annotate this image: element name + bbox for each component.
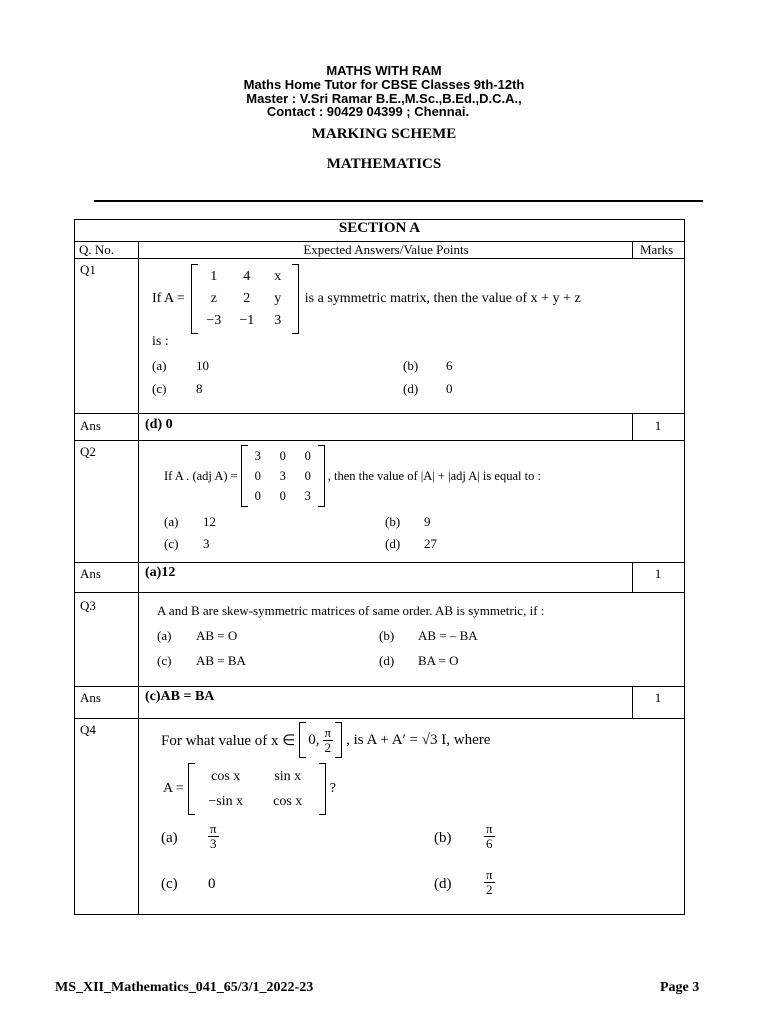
option-tag: (c) xyxy=(152,381,167,396)
subject-title: MATHEMATICS xyxy=(326,156,442,172)
option-value: AB = O xyxy=(196,628,238,643)
row-line xyxy=(74,258,685,259)
matrix-entry: −sin x xyxy=(208,793,244,809)
page-title: MARKING SCHEME xyxy=(311,126,457,142)
option-tag: (b) xyxy=(434,830,452,846)
answer-value: (d) 0 xyxy=(145,417,173,432)
section-title: SECTION A xyxy=(338,220,421,236)
matrix-entry: 3 xyxy=(254,448,261,463)
option-value: 0 xyxy=(208,876,216,892)
q2-statement xyxy=(164,445,541,507)
matrix-entry: 4 xyxy=(243,269,251,284)
marks-divider xyxy=(632,241,633,258)
matrix-entry: 1 xyxy=(210,269,218,284)
interval-end-fraction xyxy=(323,726,334,755)
matrix-entry: x xyxy=(274,269,282,284)
interval-start: 0, xyxy=(308,731,320,748)
interval-bracket-left xyxy=(299,722,306,758)
question-id: Q4 xyxy=(80,722,96,737)
fraction-denominator: 3 xyxy=(210,836,217,851)
matrix-entry: 0 xyxy=(304,468,311,483)
matrix-grid xyxy=(195,763,319,815)
option-tag: (d) xyxy=(385,536,401,551)
matrix-entry: 3 xyxy=(274,313,282,328)
option-tag: (d) xyxy=(379,653,395,668)
option-value: 9 xyxy=(424,514,431,529)
interval-bracket-right xyxy=(335,722,342,758)
interval-body xyxy=(306,722,335,758)
answer-label: Ans xyxy=(80,690,101,705)
q4-statement xyxy=(161,722,490,758)
option-value: 6 xyxy=(446,358,453,373)
question-id: Q2 xyxy=(80,444,96,459)
fraction-numerator: π xyxy=(486,867,493,882)
column-header-marks: Marks xyxy=(640,242,674,257)
answer-label: Ans xyxy=(80,566,101,581)
column-header-expected: Expected Answers/Value Points xyxy=(303,242,469,257)
q1-suffix: is a symmetric matrix, then the value of x + y + z xyxy=(304,291,581,306)
matrix-bracket-right xyxy=(318,445,325,507)
answer-mark: 1 xyxy=(654,418,662,433)
option-value: 0 xyxy=(446,381,453,396)
option-tag: (b) xyxy=(379,628,395,643)
option-tag: (c) xyxy=(164,536,179,551)
row-line xyxy=(74,592,685,593)
option-tag: (b) xyxy=(385,514,401,529)
matrix-grid xyxy=(198,264,292,334)
matrix-entry: y xyxy=(274,291,282,306)
matrix-grid xyxy=(248,445,318,507)
matrix-bracket-right xyxy=(319,763,326,815)
footer-document-code: MS_XII_Mathematics_041_65/3/1_2022-23 xyxy=(55,980,314,995)
q4-question-mark: ? xyxy=(329,781,336,796)
fraction-numerator: π xyxy=(324,724,332,740)
table-border-bottom xyxy=(74,914,685,915)
option-tag: (c) xyxy=(157,653,172,668)
matrix-entry: 3 xyxy=(279,468,286,483)
answer-mark: 1 xyxy=(654,690,662,705)
row-line xyxy=(74,440,685,441)
row-line xyxy=(74,686,685,687)
option-tag: (a) xyxy=(152,358,167,373)
matrix-entry: sin x xyxy=(274,768,302,784)
q1-matrix xyxy=(191,264,299,334)
option-value: 12 xyxy=(203,514,216,529)
matrix-entry: cos x xyxy=(273,793,303,809)
q4-interval xyxy=(299,722,342,758)
answer-value: (a)12 xyxy=(145,565,176,580)
header-rule xyxy=(94,200,703,202)
option-value: 3 xyxy=(203,536,210,551)
matrix-entry: 0 xyxy=(279,488,286,503)
column-divider xyxy=(138,241,139,915)
q4-matrix xyxy=(188,763,326,815)
row-line xyxy=(74,562,685,563)
option-value: BA = O xyxy=(418,653,459,668)
option-value: AB = – BA xyxy=(418,628,478,643)
q1-statement xyxy=(152,264,581,334)
matrix-entry: 0 xyxy=(254,488,261,503)
matrix-entry: z xyxy=(210,291,217,306)
header-line-4: Contact : 90429 04399 ; Chennai. xyxy=(266,104,470,119)
option-fraction xyxy=(484,868,495,897)
option-value: AB = BA xyxy=(196,653,246,668)
table-border-left xyxy=(74,219,75,915)
q4-suffix: , is A + A′ = √3 I, where xyxy=(346,731,491,748)
header-line-1: MATHS WITH RAM xyxy=(326,63,442,78)
option-tag: (a) xyxy=(157,628,172,643)
option-tag: (a) xyxy=(164,514,179,529)
question-id: Q1 xyxy=(80,262,96,277)
q2-suffix: , then the value of |A| + |adj A| is equal to : xyxy=(327,468,541,483)
answer-value: (c)AB = BA xyxy=(145,689,215,704)
matrix-entry: 3 xyxy=(304,488,311,503)
option-value: 27 xyxy=(424,536,437,551)
matrix-bracket-left xyxy=(191,264,198,334)
option-fraction xyxy=(484,822,495,851)
answer-mark: 1 xyxy=(654,566,662,581)
matrix-entry: −1 xyxy=(239,313,255,328)
header-line-3: Master : V.Sri Ramar B.E.,M.Sc.,B.Ed.,D.C.A., xyxy=(246,91,522,106)
option-tag: (c) xyxy=(161,876,178,892)
matrix-entry: 0 xyxy=(279,448,286,463)
footer-page-number: Page 3 xyxy=(660,980,700,995)
option-tag: (b) xyxy=(403,358,419,373)
header-line-2: Maths Home Tutor for CBSE Classes 9th-12th xyxy=(243,77,525,92)
question-id: Q3 xyxy=(80,598,96,613)
q2-prefix: If A . (adj A) = xyxy=(164,468,238,483)
fraction-numerator: π xyxy=(210,821,217,836)
column-header-qno: Q. No. xyxy=(79,242,115,257)
fraction-denominator: 2 xyxy=(324,739,332,755)
matrix-entry: 0 xyxy=(304,448,311,463)
option-tag: (d) xyxy=(434,876,452,892)
option-fraction xyxy=(208,822,219,851)
q3-statement: A and B are skew-symmetric matrices of same order. AB is symmetric, if : xyxy=(157,603,545,618)
fraction-numerator: π xyxy=(486,821,493,836)
q1-continuation: is : xyxy=(152,334,169,349)
q2-matrix xyxy=(241,445,325,507)
matrix-bracket-left xyxy=(188,763,195,815)
matrix-entry: cos x xyxy=(211,768,241,784)
table-border-right xyxy=(684,219,685,915)
q4-matrix-definition xyxy=(163,763,336,815)
matrix-entry: 2 xyxy=(243,291,251,306)
q1-prefix: If A = xyxy=(152,291,185,306)
q4-prefix: For what value of x ∈ xyxy=(161,732,296,749)
answer-label: Ans xyxy=(80,418,101,433)
option-tag: (a) xyxy=(161,830,178,846)
q4-matrix-label: A = xyxy=(163,781,184,796)
row-line xyxy=(74,718,685,719)
matrix-entry: −3 xyxy=(206,313,222,328)
option-value: 10 xyxy=(196,358,209,373)
fraction-denominator: 2 xyxy=(486,882,493,897)
matrix-bracket-left xyxy=(241,445,248,507)
fraction-denominator: 6 xyxy=(486,836,493,851)
option-tag: (d) xyxy=(403,381,419,396)
matrix-entry: 0 xyxy=(254,468,261,483)
row-line xyxy=(74,413,685,414)
matrix-bracket-right xyxy=(292,264,299,334)
option-value: 8 xyxy=(196,381,203,396)
